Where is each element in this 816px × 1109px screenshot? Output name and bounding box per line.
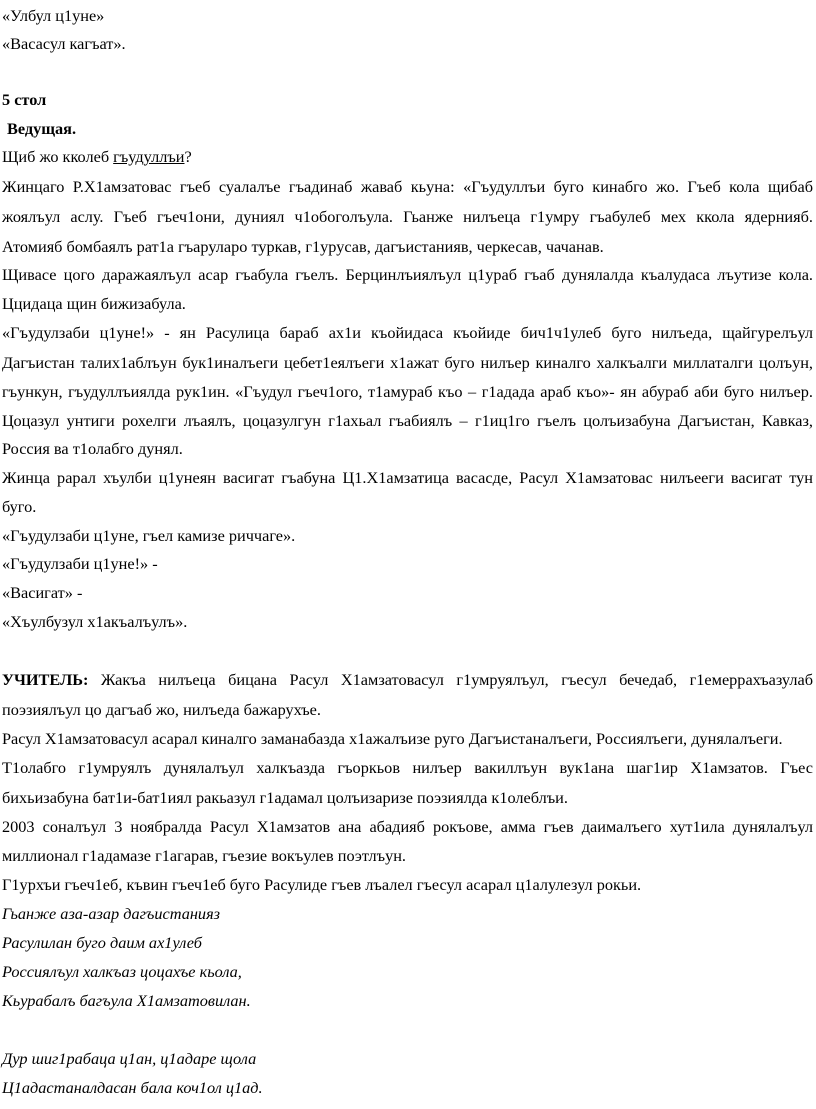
paragraph-1-line-2: жоялъул аслу. Гъеб гъеч1они, дуниял ч1обоголъула. Гьанже нилъеца г1умру гъабулеб мех ккола ядернияб. (2, 207, 813, 226)
teacher-paragraph-4-line-2: миллионал г1адамазе г1агарав, гъезие вокъулев поэтлъун. (2, 846, 407, 865)
paragraph-4-line-2: буго. (2, 497, 37, 516)
verse-line-1: Гьанже аза-азар дагъистанияз (2, 904, 220, 923)
paragraph-3-line-4: Цоцазул унтиги рохелги лъаялъ, цоцазулгун г1ахьал гъабиялъ – г1иц1го гъелъ цолъизабуна Дагъистан, Кавказ, (2, 411, 813, 430)
question-suffix: ? (184, 147, 192, 166)
teacher-line-2: поэзиялъул цо дагъаб жо, нилъеда бажарухъе. (2, 700, 321, 719)
question-line (2, 147, 192, 169)
verse-line-2: Расулилан буго даим ах1улеб (2, 933, 202, 952)
paragraph-4-line-1: Жинца рарал хъулби ц1унеян васигат гъабуна Ц1.Х1амзатица васасде, Расул Х1амзатовас нилъееги васигат тун (2, 468, 813, 487)
table-heading: 5 стол (2, 90, 47, 109)
title-line-1: «Улбул ц1уне» (2, 6, 105, 25)
verse-line-4: Кьурабалъ багъула Х1амзатовилан. (2, 991, 251, 1010)
quote-line-2: «Гъудулзаби ц1уне!» - (2, 554, 158, 573)
quote-line-3: «Васигат» - (2, 583, 83, 602)
teacher-paragraph-4-line-1: 2003 соналъул 3 ноябралда Расул Х1амзатов ана абадияб рокъове, амма гъев даималъего хут1ила дунялалъул (2, 817, 813, 836)
verse-line-3: Россиялъул халкъаз цоцахъе кьола, (2, 962, 242, 981)
verse-line-6: Ц1адастаналдасан бала коч1ол ц1ад. (2, 1078, 263, 1097)
paragraph-3-line-3: гъункун, гъудуллъиялда рук1ин. «Гъудул гъеч1ого, т1амураб къо – г1адада араб къо»- ян абураб аби буго нилъер. (2, 382, 813, 401)
question-underlined-word: гъудуллъи (113, 147, 185, 166)
paragraph-3-line-2: Дагъистан талих1аблъун бук1иналъеги цебет1еялъеги х1ажат буго нилъер киналго халкъалги миллаталги цолъун, (2, 353, 813, 372)
title-line-2: «Васасул кагъат». (2, 34, 126, 53)
paragraph-1-line-3: Атомияб бомбаялъ рат1а гъаруларо туркав, г1урусав, дагъистанияв, черкесав, чачанав. (2, 237, 604, 256)
teacher-line-1-text: Жакъа нилъеца бицана Расул Х1амзатовасул г1умруялъул, гъесул бечедаб, г1емеррахъазулаб (88, 670, 813, 689)
paragraph-2-line-1: Щивасе цого даражаялъул асар гъабула гъелъ. Берцинлъиялъул ц1ураб гъаб дунялалда къалудаса лъутизе кола. (2, 265, 813, 284)
verse-line-5: Дур шиг1рабаца ц1ан, ц1адаре щола (2, 1049, 257, 1068)
teacher-paragraph-3-line-1: Т1олабго г1умруялъ дунялалъул халкъазда гъоркьов нилъер вакиллъун вук1ана шаг1ир Х1амзатов. Гъес (2, 758, 813, 777)
quote-line-4: «Хъулбузул х1акъалъулъ». (2, 612, 188, 631)
paragraph-2-line-2: Ццидаца щин бижизабула. (2, 294, 186, 313)
paragraph-3-line-5: Россия ва т1олабго дунял. (2, 439, 183, 458)
teacher-paragraph-5: Г1урхъи гъеч1еб, къвин гъеч1еб буго Расулиде гъев лъалел гъесул асарал ц1алулезул рокьи. (2, 875, 642, 894)
host-heading: Ведущая. (7, 119, 77, 138)
paragraph-1-line-1: Жинцаго Р.Х1амзатовас гъеб суалалъе гъадинаб жаваб кьуна: «Гъудуллъи буго кинабго жо. Гъеб кола щибаб (2, 177, 813, 196)
teacher-paragraph-2: Расул Х1амзатовасул асарал киналго заманабазда х1ажалъизе руго Дагъистаналъеги, Россиялъеги, дунялалъеги. (2, 729, 783, 748)
quote-line-1: «Гъудулзаби ц1уне, гъел камизе риччаге». (2, 526, 296, 545)
question-prefix: Щиб жо кколеб (2, 147, 114, 166)
paragraph-3-line-1: «Гъудулзаби ц1уне!» - ян Расулица бараб ах1и къойидаса къойиде бич1ч1улеб буго нилъеда, щайгурелъул (2, 323, 813, 342)
teacher-label: УЧИТЕЛЬ: (2, 670, 89, 689)
teacher-paragraph-3-line-2: бихьизабуна бат1и-бат1иял ракьазул г1адамал цолъизаризе поэзиялда к1олеблъи. (2, 788, 568, 807)
teacher-line-1 (2, 670, 813, 692)
